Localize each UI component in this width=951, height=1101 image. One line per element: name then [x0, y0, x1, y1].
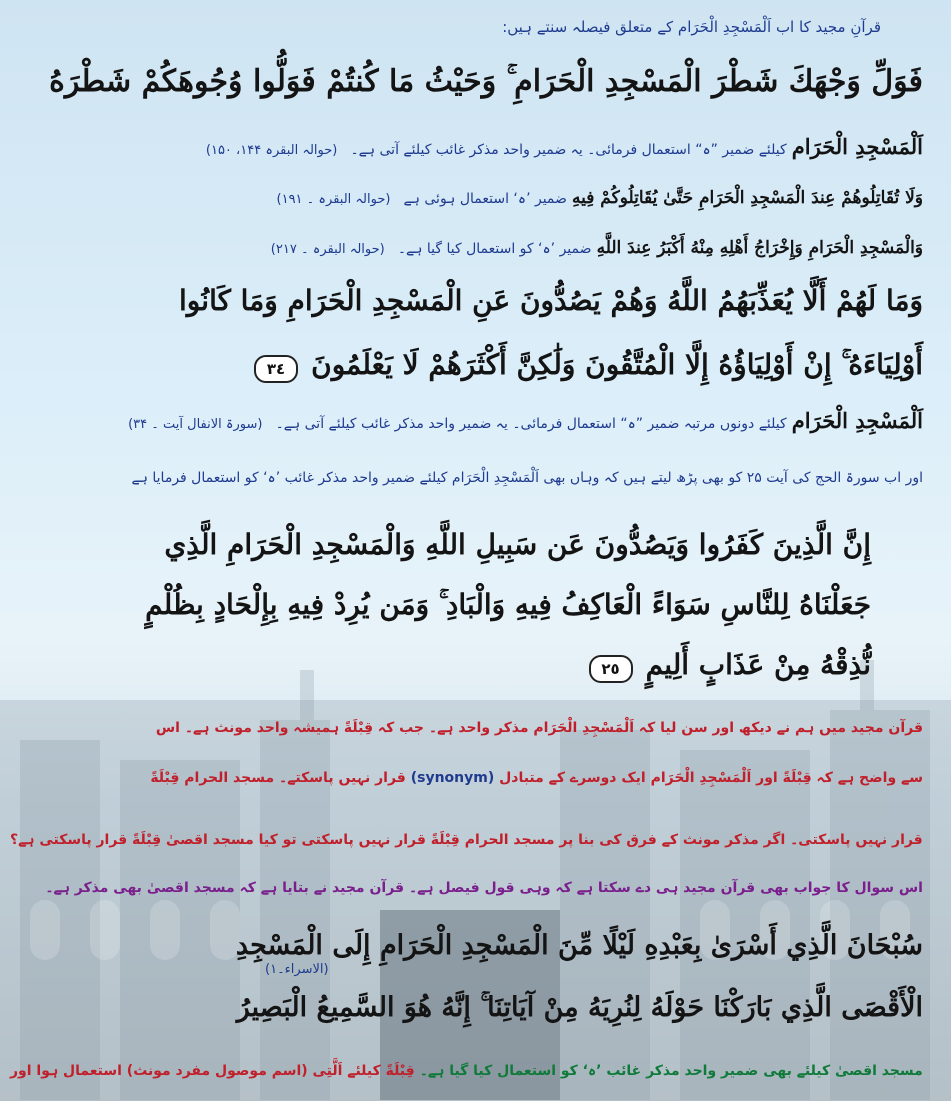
red-paragraph-line-1: قرآن مجید میں ہم نے دیکھ اور سن لیا کہ اَلْمَسْجِدِ الْحَرَام مذکر واحد ہے۔ جب کہ قِبْلَةً ہمیشہ واحد مونث ہے۔ اس: [155, 720, 923, 736]
note1-reference: (حوالہ البقرہ ۱۴۴، ۱۵۰): [205, 143, 338, 158]
note1-text: کیلئے ضمیر ”ہ“ استعمال فرمائی۔ یہ ضمیر واحد مذکر غائب کیلئے آتی ہے۔: [350, 142, 787, 158]
quran-verse-isra-1-a: سُبْحَانَ الَّذِي أَسْرَىٰ بِعَبْدِهِ لَيْلًا مِّنَ الْمَسْجِدِ الْحَرَامِ إِلَى الْمَسْجِدِ: [235, 930, 923, 961]
purple-paragraph-line: اس سوال کا جواب بھی قرآن مجید ہی دے سکتا ہے کہ وہی قول فیصل ہے۔ قرآن مجید نے بتایا ہے کہ مسجد اقصیٰ بھی مذکر ہے۔: [45, 880, 923, 896]
quran-verse-anfal-34-b: [254, 348, 923, 383]
note2-reference: (سورۃ الانفال آیت ۔ ۳۴): [128, 417, 263, 432]
ayah2-b-text: أَوْلِيَاءَهُ ۚ إِنْ أَوْلِيَاؤُهُ إِلَّا الْمُتَّقُونَ وَلَٰكِنَّ أَكْثَرَهُمْ لَا يَعْلَمُونَ: [311, 348, 923, 381]
note-line-2: [277, 188, 923, 208]
red-paragraph-line-3: قرار نہیں پاسکتی۔ اگر مذکر مونث کے فرق کی بنا پر مسجد الحرام قِبْلَةً قرار نہیں پاسکتی تو کیا مسجد اقصیٰ قِبْلَةً قرار پاسکتی ہے؟: [10, 832, 923, 848]
ayah3-c-text: نُّذِقْهُ مِنْ عَذَابٍ أَلِيمٍ: [645, 648, 871, 681]
ayah-number-marker: ٣٤: [254, 355, 298, 383]
ayah-number-marker: ٢٥: [589, 655, 633, 683]
quran-verse-baqarah-144: فَوَلِّ وَجْهَكَ شَطْرَ الْمَسْجِدِ الْحَرَامِ ۚ وَحَيْثُ مَا كُنتُمْ فَوَلُّوا وُجُوهَكُمْ شَطْرَهُ: [49, 64, 923, 99]
quran-verse-hajj-25-c: [589, 648, 871, 683]
red2-post: قرار نہیں پاسکتے۔ مسجد الحرام قِبْلَةً: [150, 770, 406, 786]
quran-verse-hajj-25-b: جَعَلْنَاهُ لِلنَّاسِ سَوَاءً الْعَاكِفُ فِيهِ وَالْبَادِ ۚ وَمَن يُرِدْ فِيهِ بِإِلْحَادٍ بِظُلْمٍ: [145, 588, 871, 621]
synonym-term: (synonym): [410, 770, 495, 786]
intro-line: قرآنِ مجید کا اب اَلْمَسْجِدِ الْحَرَام کے متعلق فیصلہ سنتے ہیں:: [502, 18, 881, 36]
note1-arabic: اَلْمَسْجِدِ الْحَرَام: [791, 134, 923, 159]
red-paragraph-line-2: [150, 770, 923, 786]
last-blue-text: مسجد اقصیٰ کیلئے بھی ضمیر واحد مذکر غائب ’ہ‘ کو استعمال کیا گیا ہے۔: [419, 1062, 923, 1079]
note-line-1: [206, 134, 923, 159]
note2-arabic: اَلْمَسْجِدِ الْحَرَام: [791, 408, 923, 433]
line2-text: ضمیر ’ہ‘ استعمال ہوئی ہے: [403, 191, 567, 207]
last-note-line: [10, 1060, 923, 1079]
note-line-3: [271, 238, 923, 258]
line3-text: ضمیر ’ہ‘ کو استعمال کیا گیا ہے۔: [397, 241, 592, 257]
line3-reference: (حوالہ البقرہ ۔ ۲۱۷): [270, 242, 385, 257]
hajj-intro-line: اور اب سورۃ الحج کی آیت ۲۵ کو بھی پڑھ لیتے ہیں کہ وہاں بھی اَلْمَسْجِدِ الْحَرَام کیلئے ضمیر واحد مذکر غائب ’ہ‘ کو استعمال فرمایا ہے: [131, 470, 923, 486]
red2-pre: سے واضح ہے کہ قِبْلَةً اور اَلْمَسْجِدِ الْحَرَام ایک دوسرے کے متبادل: [499, 770, 923, 786]
quran-verse-hajj-25-a: إِنَّ الَّذِينَ كَفَرُوا وَيَصُدُّونَ عَن سَبِيلِ اللَّهِ وَالْمَسْجِدِ الْحَرَامِ الَّذِي: [164, 528, 871, 561]
line2-arabic: وَلَا تُقَاتِلُوهُمْ عِندَ الْمَسْجِدِ الْحَرَامِ حَتَّىٰ يُقَاتِلُوكُمْ فِيهِ: [572, 188, 923, 208]
note2-text: کیلئے دونوں مرتبہ ضمیر ”ہ“ استعمال فرمائی۔ یہ ضمیر واحد مذکر غائب کیلئے آتی ہے۔: [275, 416, 787, 432]
line2-reference: (حوالہ البقرہ ۔ ۱۹۱): [276, 192, 391, 207]
note-line-4: [128, 408, 923, 433]
isra-reference: (الاسراء۔۱): [265, 962, 329, 977]
quran-verse-anfal-34-a: وَمَا لَهُمْ أَلَّا يُعَذِّبَهُمُ اللَّهُ وَهُمْ يَصُدُّونَ عَنِ الْمَسْجِدِ الْحَرَامِ وَمَا كَانُوا: [179, 284, 923, 317]
line3-arabic: وَالْمَسْجِدِ الْحَرَامِ وَإِخْرَاجُ أَهْلِهِ مِنْهُ أَكْبَرُ عِندَ اللَّهِ: [596, 238, 923, 258]
quran-verse-isra-1-b: الْأَقْصَى الَّذِي بَارَكْنَا حَوْلَهُ لِنُرِيَهُ مِنْ آيَاتِنَا ۚ إِنَّهُ هُوَ السَّمِيعُ الْبَصِيرُ: [236, 992, 923, 1023]
last-red-text: قِبْلَةً کیلئے اَلَّتِی (اسم موصول مفرد مونث) استعمال ہوا اور: [10, 1062, 415, 1079]
